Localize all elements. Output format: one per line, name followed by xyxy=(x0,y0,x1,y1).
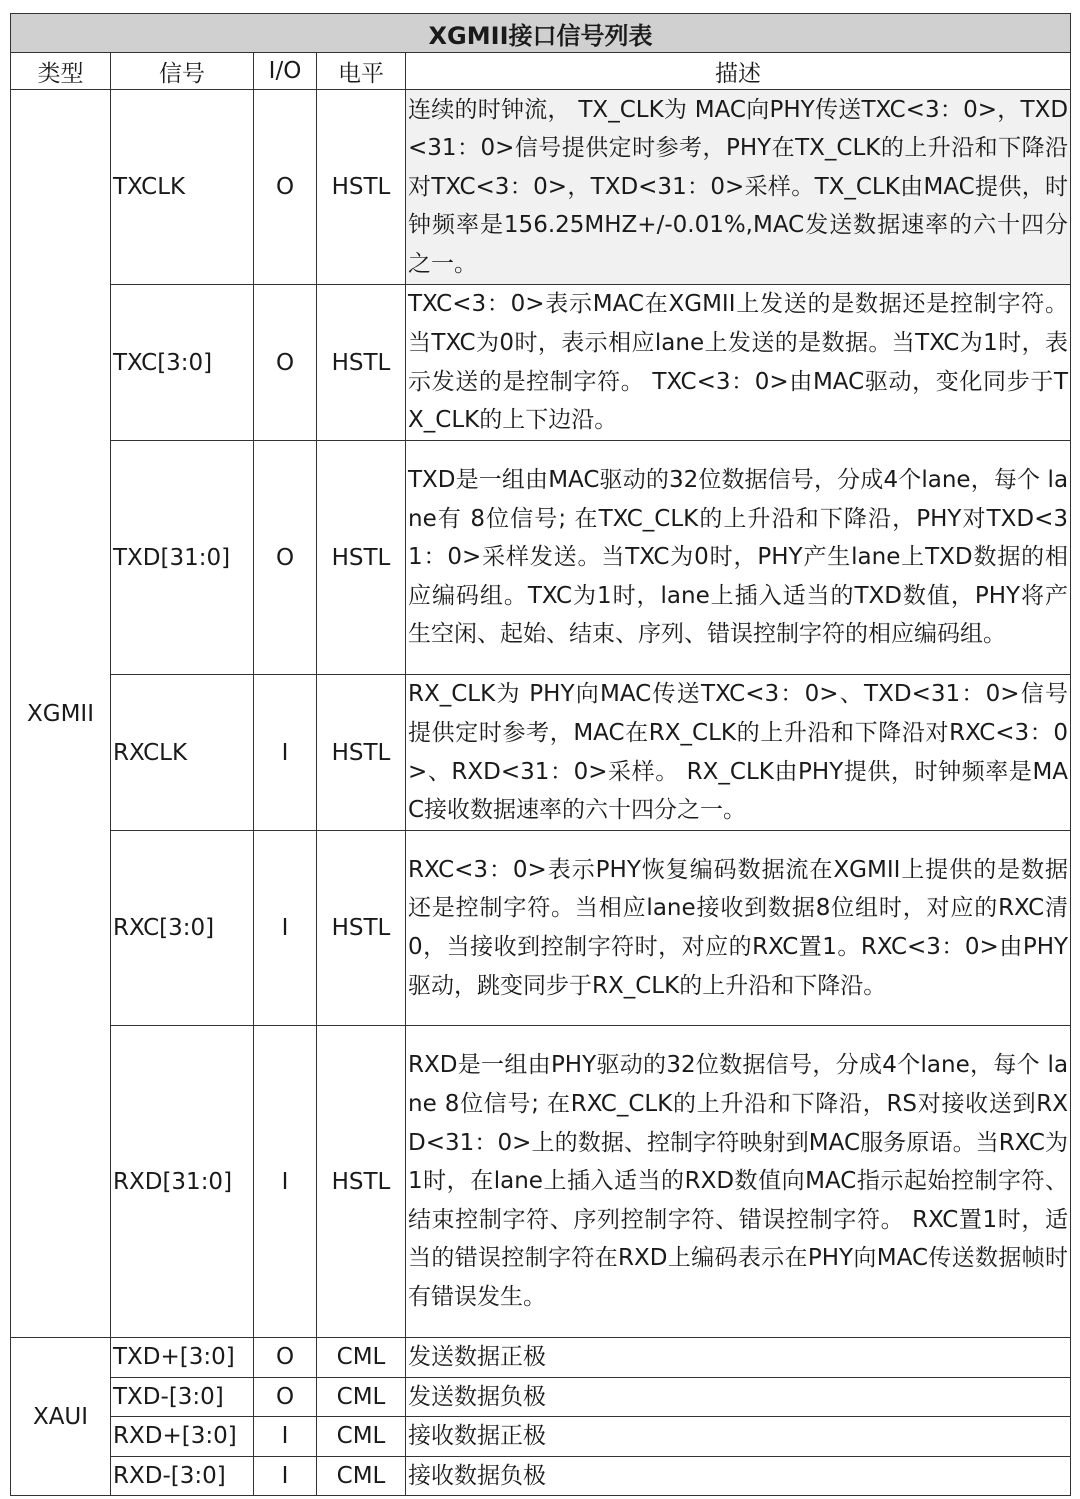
table-row xyxy=(11,285,1071,441)
description-cell: TXD是一组由MAC驱动的32位数据信号，分成4个lane，每个 lane有 8位信号; 在TXC_CLK的上升沿和下降沿，PHY对TXD<31：0>采样发送。当TXC为0时，PHY产生lane上TXD数据的相应编码组。TXC为1时，lane上插入适当的TXD数值，PHY将产生空闲、起始、结束、序列、错误控制字符的相应编码组。 xyxy=(406,441,1071,675)
level-cell: CML xyxy=(317,1456,406,1496)
io-cell: I xyxy=(254,1026,317,1338)
description-cell: 发送数据负极 xyxy=(406,1377,1071,1417)
table-row xyxy=(11,441,1071,675)
signal-cell: TXC[3:0] xyxy=(111,285,254,441)
level-cell: HSTL xyxy=(317,441,406,675)
io-cell: I xyxy=(254,831,317,1026)
signal-table xyxy=(10,13,1071,1496)
description-cell: RXC<3：0>表示PHY恢复编码数据流在XGMII上提供的是数据还是控制字符。当相应lane接收到数据8位组时，对应的RXC清0，当接收到控制字符时，对应的RXC置1。RXC<3：0>由PHY驱动，跳变同步于RX_CLK的上升沿和下降沿。 xyxy=(406,831,1071,1026)
io-cell: I xyxy=(254,675,317,831)
level-cell: HSTL xyxy=(317,1026,406,1338)
io-cell: O xyxy=(254,285,317,441)
level-cell: HSTL xyxy=(317,90,406,285)
io-cell: O xyxy=(254,441,317,675)
signal-cell: TXD[31:0] xyxy=(111,441,254,675)
signal-cell: TXD+[3:0] xyxy=(111,1338,254,1378)
description-cell: 接收数据正极 xyxy=(406,1417,1071,1457)
signal-cell: RXD+[3:0] xyxy=(111,1417,254,1457)
type-cell-xgmii: XGMII xyxy=(11,90,111,1338)
description-cell: RX_CLK为 PHY向MAC传送TXC<3：0>、TXD<31：0>信号提供定时参考，MAC在RX_CLK的上升沿和下降沿对RXC<3：0>、RXD<31：0>采样。 RX_CLK由PHY提供，时钟频率是MAC接收数据速率的六十四分之一。 xyxy=(406,675,1071,831)
table-row xyxy=(11,90,1071,285)
level-cell: CML xyxy=(317,1417,406,1457)
description-cell: 连续的时钟流， TX_CLK为 MAC向PHY传送TXC<3：0>，TXD<31：0>信号提供定时参考，PHY在TX_CLK的上升沿和下降沿对TXC<3：0>，TXD<31：0>采样。TX_CLK由MAC提供，时钟频率是156.25MHZ+/-0.01%,MAC发送数据速率的六十四分之一。 xyxy=(406,90,1071,285)
header-io: I/O xyxy=(254,53,317,90)
header-type: 类型 xyxy=(11,53,111,90)
level-cell: CML xyxy=(317,1377,406,1417)
level-cell: CML xyxy=(317,1338,406,1378)
signal-cell: RXCLK xyxy=(111,675,254,831)
description-cell: RXD是一组由PHY驱动的32位数据信号，分成4个lane，每个 lane 8位信号; 在RXC_CLK的上升沿和下降沿，RS对接收送到RXD<31：0>上的数据、控制字符映射到MAC服务原语。当RXC为1时，在lane上插入适当的RXD数值向MAC指示起始控制字符、结束控制字符、序列控制字符、错误控制字符。 RXC置1时，适当的错误控制字符在RXD上编码表示在PHY向MAC传送数据帧时有错误发生。 xyxy=(406,1026,1071,1338)
header-level: 电平 xyxy=(317,53,406,90)
signal-cell: RXC[3:0] xyxy=(111,831,254,1026)
header-signal: 信号 xyxy=(111,53,254,90)
table-row xyxy=(11,831,1071,1026)
table-row xyxy=(11,1026,1071,1338)
io-cell: O xyxy=(254,1338,317,1378)
header-description: 描述 xyxy=(406,53,1071,90)
io-cell: O xyxy=(254,1377,317,1417)
signal-cell: TXD-[3:0] xyxy=(111,1377,254,1417)
io-cell: O xyxy=(254,90,317,285)
type-cell-xaui: XAUI xyxy=(11,1338,111,1496)
signal-cell: RXD-[3:0] xyxy=(111,1456,254,1496)
level-cell: HSTL xyxy=(317,831,406,1026)
description-cell: 发送数据正极 xyxy=(406,1338,1071,1378)
description-cell: 接收数据负极 xyxy=(406,1456,1071,1496)
io-cell: I xyxy=(254,1417,317,1457)
table-row xyxy=(11,1377,1071,1417)
signal-cell: RXD[31:0] xyxy=(111,1026,254,1338)
table-row xyxy=(11,675,1071,831)
level-cell: HSTL xyxy=(317,285,406,441)
table-row xyxy=(11,1417,1071,1457)
table-row xyxy=(11,1338,1071,1378)
table-title: XGMII接口信号列表 xyxy=(11,14,1071,53)
io-cell: I xyxy=(254,1456,317,1496)
description-cell: TXC<3：0>表示MAC在XGMII上发送的是数据还是控制字符。当TXC为0时，表示相应lane上发送的是数据。当TXC为1时，表示发送的是控制字符。 TXC<3：0>由MAC驱动，变化同步于TX_CLK的上下边沿。 xyxy=(406,285,1071,441)
table-row xyxy=(11,1456,1071,1496)
level-cell: HSTL xyxy=(317,675,406,831)
signal-cell: TXCLK xyxy=(111,90,254,285)
